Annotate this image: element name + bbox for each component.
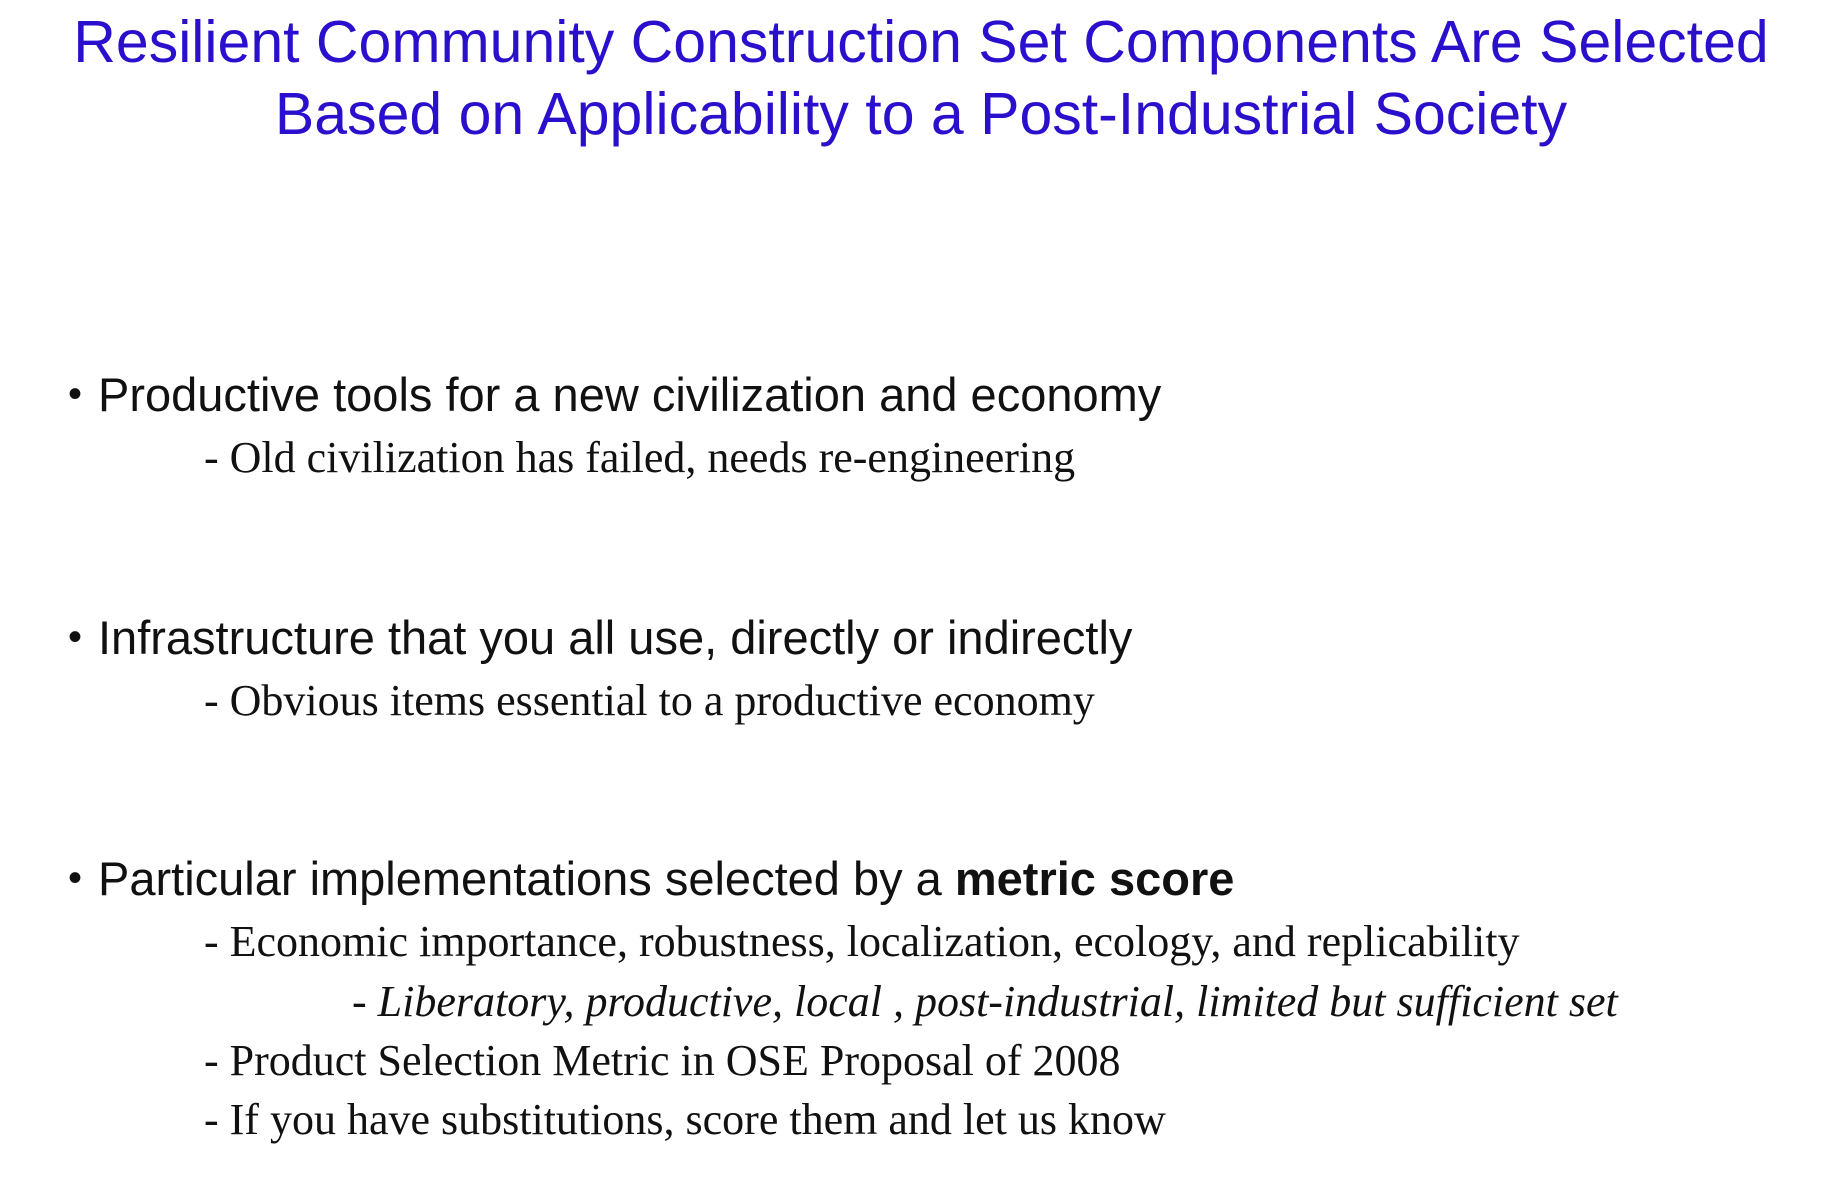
bullet-dot: • xyxy=(68,856,83,900)
slide-title xyxy=(0,6,1842,150)
bullet-dot: • xyxy=(68,372,83,416)
bullet-text: Particular implementations selected by a xyxy=(98,852,955,905)
bullet-text: Infrastructure that you all use, directly or indirectly xyxy=(98,611,1133,664)
bullet-text: Productive tools for a new civilization and economy xyxy=(98,368,1162,421)
title-line-2: Based on Applicability to a Post-Industrial Society xyxy=(274,81,1568,147)
bullet-particular-implementations xyxy=(68,851,1234,906)
bullet-text-bold: metric score xyxy=(954,852,1235,905)
title-line-1: Resilient Community Construction Set Components Are Selected xyxy=(73,9,1769,75)
sub-sub-item-liberatory: - Liberatory, productive, local , post-industrial, limited but sufficient set xyxy=(352,977,1618,1026)
bullet-dot: • xyxy=(68,615,83,659)
sub-item-product-selection-metric: - Product Selection Metric in OSE Proposal of 2008 xyxy=(204,1036,1121,1085)
bullet-infrastructure xyxy=(68,610,1132,665)
sub-item-obvious-items: - Obvious items essential to a productive economy xyxy=(204,676,1095,725)
bullet-productive-tools xyxy=(68,367,1161,422)
sub-item-old-civilization: - Old civilization has failed, needs re-engineering xyxy=(204,433,1076,482)
sub-item-substitutions: - If you have substitutions, score them and let us know xyxy=(204,1095,1166,1144)
sub-item-economic-importance: - Economic importance, robustness, localization, ecology, and replicability xyxy=(204,917,1520,966)
